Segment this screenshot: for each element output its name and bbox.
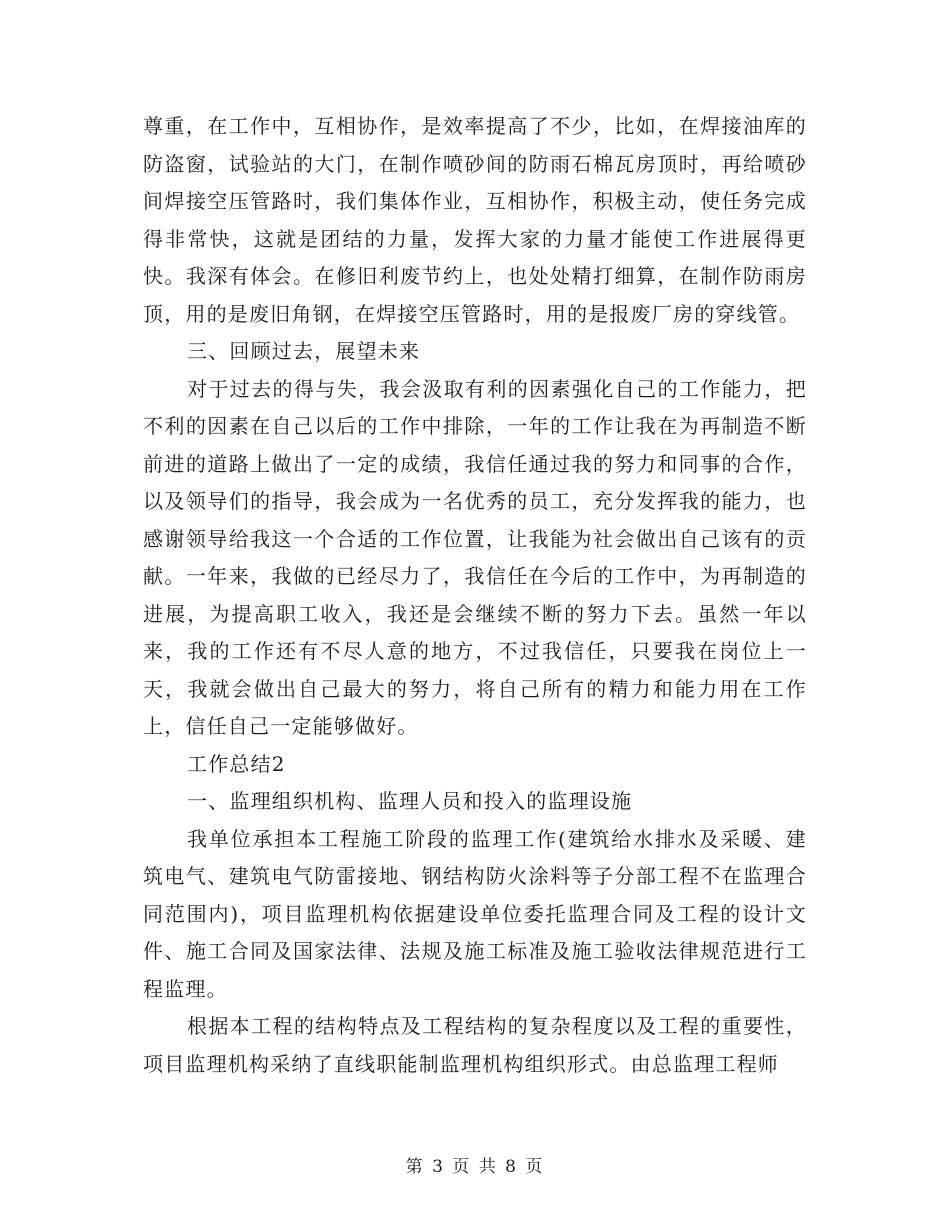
paragraph-supervision-scope: 我单位承担本工程施工阶段的监理工作(建筑给水排水及采暖、建筑电气、建筑电气防雷接地、钢结构防火涂料等子分部工程不在监理合同范围内)，项目监理机构依据建设单位委托监理合同及工程的设计文件、施工合同及国家法律、法规及施工标准及施工验收法律规范进行工程监理。 [143, 826, 807, 1001]
document-body [143, 108, 807, 1083]
section-heading-3: 三、回顾过去，展望未来 [187, 339, 421, 363]
paragraph-continuation: 尊重，在工作中，互相协作，是效率提高了不少，比如，在焊接油库的防盗窗，试验站的大门，在制作喷砂间的防雨石棉瓦房顶时，再给喷砂间焊接空压管路时，我们集体作业，互相协作，积极主动，使任务完成得非常快，这就是团结的力量，发挥大家的力量才能使工作进展得更快。我深有体会。在修旧利废节约上，也处处精打细算，在制作防雨房顶，用的是废旧角钢，在焊接空压管路时，用的是报废厂房的穿线管。 [143, 114, 807, 326]
summary-title-2: 工作总结2 [187, 751, 286, 776]
paragraph-organization-form: 根据本工程的结构特点及工程结构的复杂程度以及工程的重要性，项目监理机构采纳了直线职能制监理机构组织形式。由总监理工程师 [143, 1014, 807, 1076]
paragraph-review: 对于过去的得与失，我会汲取有利的因素强化自己的工作能力，把不利的因素在自己以后的工作中排除，一年的工作让我在为再制造不断前进的道路上做出了一定的成绩，我信任通过我的努力和同事的合作，以及领导们的指导，我会成为一名优秀的员工，充分发挥我的能力，也感谢领导给我这一个合适的工作位置，让我能为社会做出自己该有的贡献。一年来，我做的已经尽力了，我信任在今后的工作中，为再制造的进展，为提高职工收入，我还是会继续不断的努力下去。虽然一年以来，我的工作还有不尽人意的地方，不过我信任，只要我在岗位上一天，我就会做出自己最大的努力，将自己所有的精力和能力用在工作上，信任自己一定能够做好。 [143, 376, 807, 738]
section-heading-1: 一、监理组织机构、监理人员和投入的监理设施 [187, 789, 633, 813]
page-number-footer: 第 3 页 共 8 页 [405, 1157, 545, 1177]
